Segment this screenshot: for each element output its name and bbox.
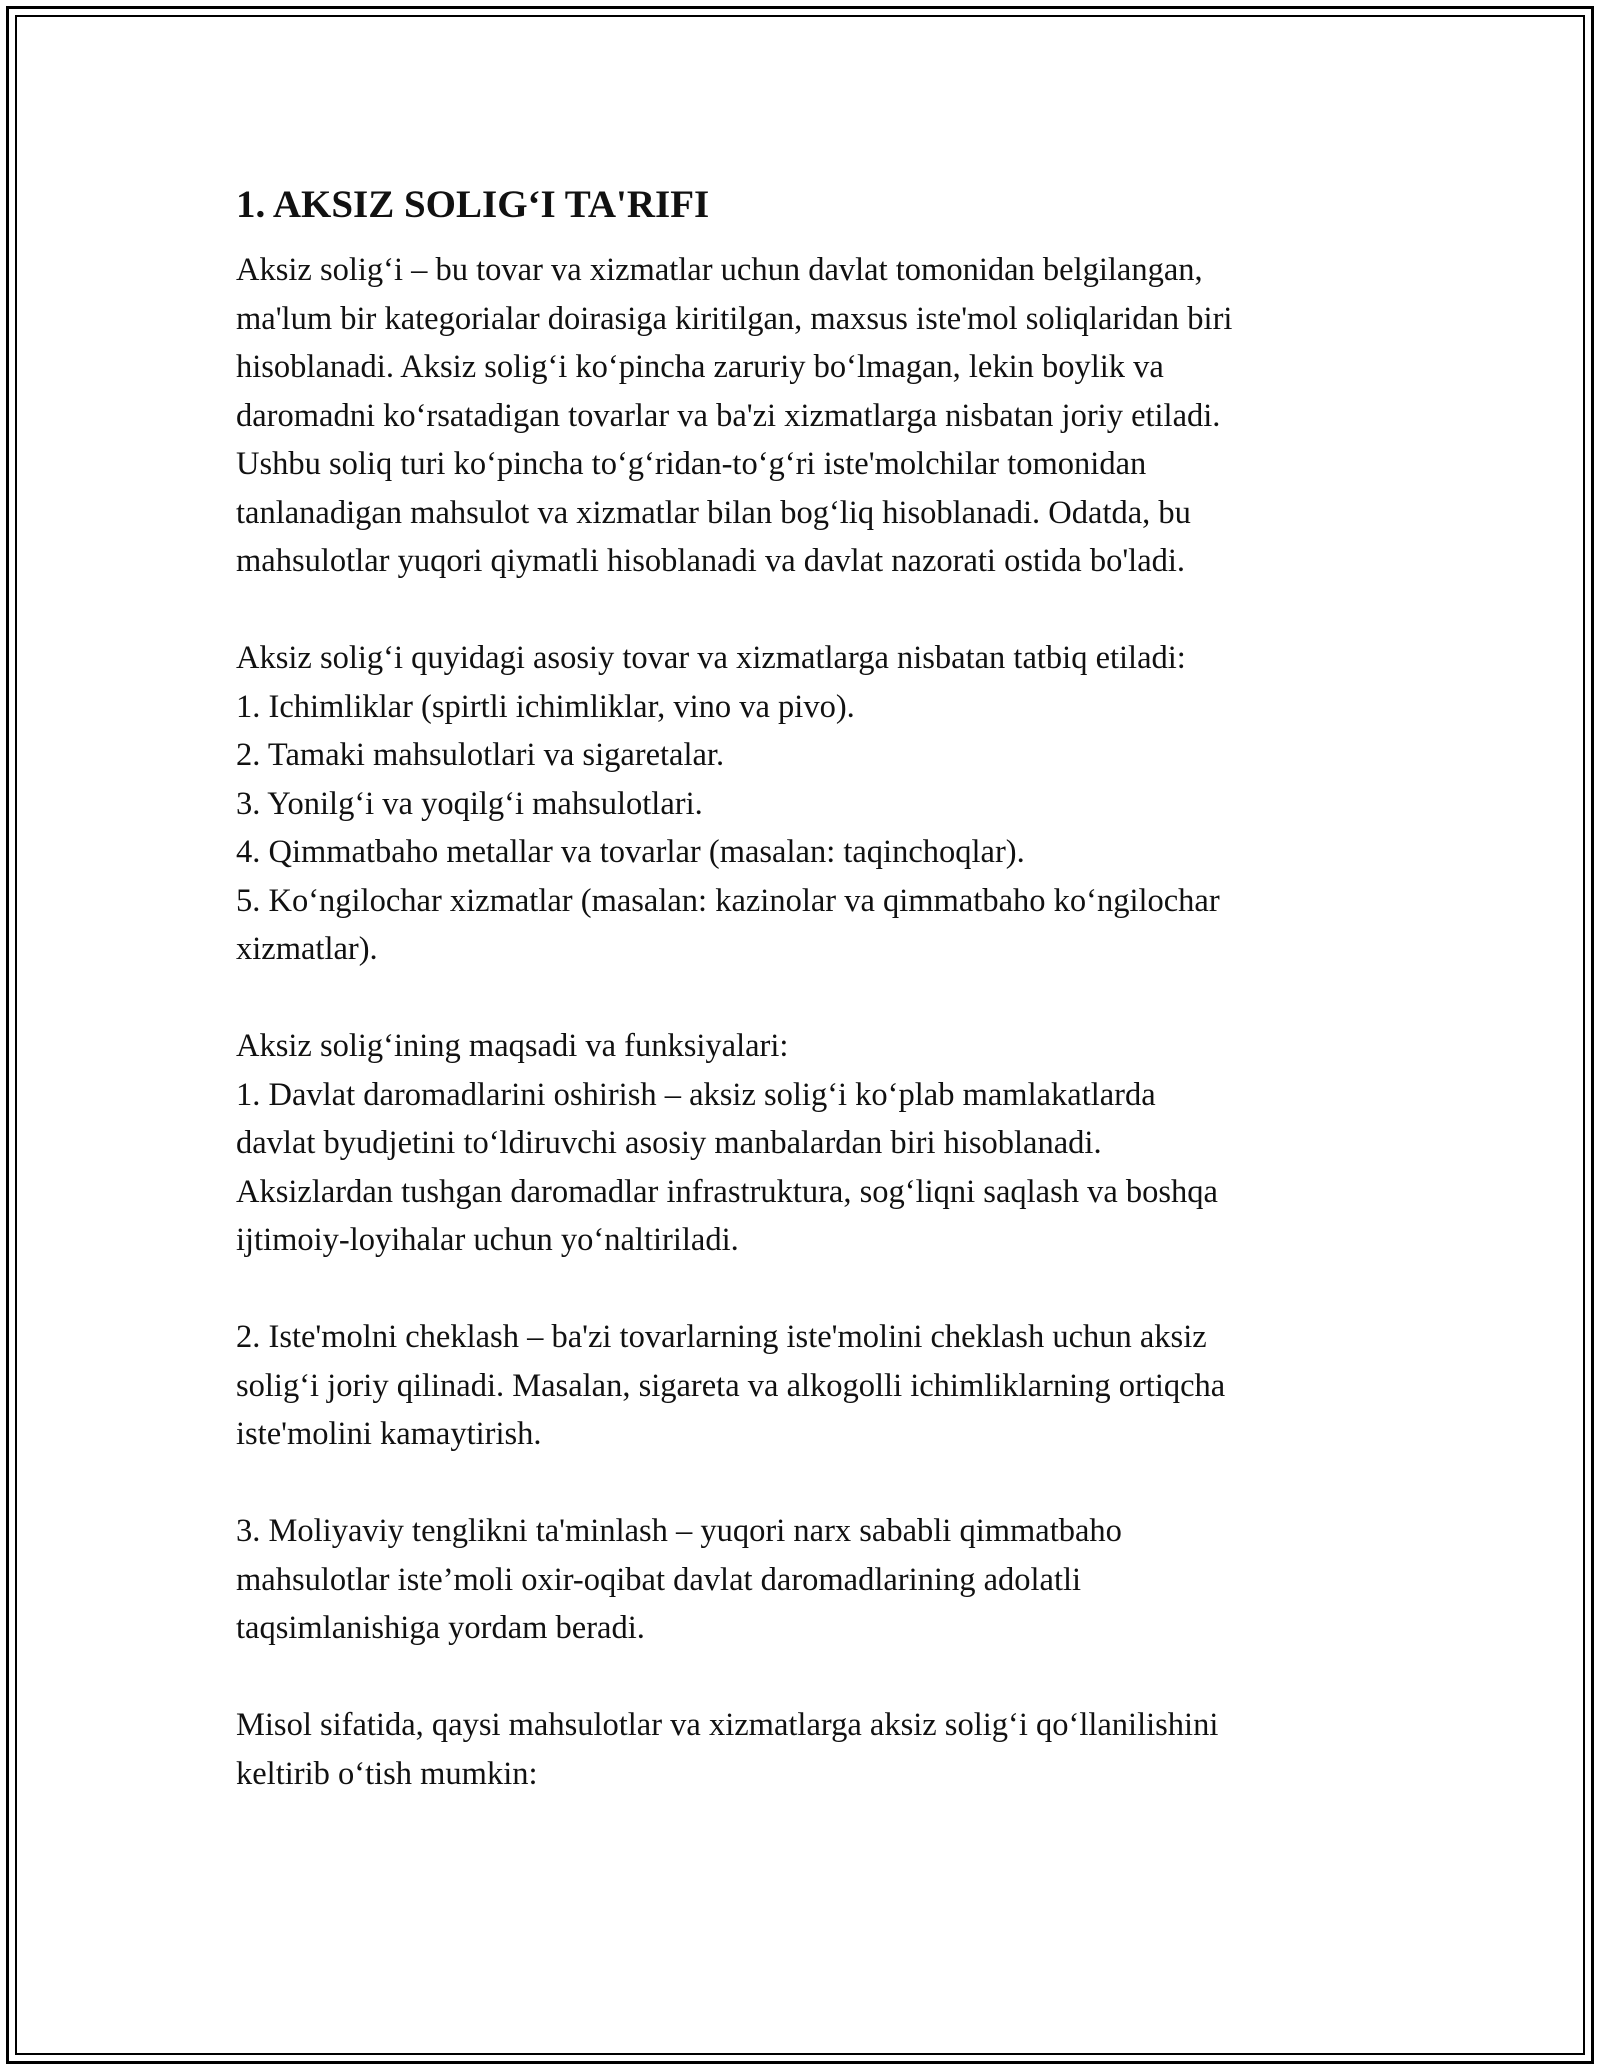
text-line: keltirib o‘tish mumkin: [236, 1755, 538, 1792]
list-item: 2. Tamaki mahsulotlari va sigaretalar. [236, 737, 725, 773]
text-line: Misol sifatida, qaysi mahsulotlar va xizmatlarga aksiz solig‘i qo‘llanilishini [236, 1707, 1219, 1743]
paragraph-purpose-3 [236, 1507, 1366, 1653]
paragraph-goods-list [236, 634, 1366, 974]
text-line: Ushbu soliq turi ko‘pincha to‘g‘ridan-to‘g‘ri iste'molchilar tomonidan [236, 446, 1147, 482]
text-line: davlat byudjetini to‘ldiruvchi asosiy manbalardan biri hisoblanadi. [236, 1125, 1102, 1161]
list-item: 5. Ko‘ngilochar xizmatlar (masalan: kazinolar va qimmatbaho ko‘ngilochar [236, 882, 1220, 919]
paragraph-gap [236, 1265, 1366, 1314]
text-line: solig‘i joriy qilinadi. Masalan, sigareta va alkogolli ichimliklarning ortiqcha [236, 1367, 1226, 1404]
text-line: taqsimlanishiga yordam beradi. [236, 1610, 645, 1646]
paragraph-example [236, 1701, 1366, 1798]
list-item: 4. Qimmatbaho metallar va tovarlar (masalan: taqinchoqlar). [236, 834, 1025, 870]
text-line: 3. Moliyaviy tenglikni ta'minlash – yuqori narx sababli qimmatbaho [236, 1513, 1122, 1549]
text-line: Aksiz solig‘i – bu tovar va xizmatlar uchun davlat tomonidan belgilangan, [236, 252, 1203, 288]
text-line: 2. Iste'molni cheklash – ba'zi tovarlarning iste'molini cheklash uchun aksiz [236, 1319, 1207, 1355]
text-line: hisoblanadi. Aksiz solig‘i ko‘pincha zaruriy bo‘lmagan, lekin boylik va [236, 349, 1164, 385]
text-line: ijtimoiy-loyihalar uchun yo‘naltiriladi. [236, 1222, 739, 1258]
paragraph-definition [236, 246, 1366, 586]
paragraph-gap [236, 586, 1366, 635]
text-line: Aksiz solig‘i quyidagi asosiy tovar va xizmatlarga nisbatan tatbiq etiladi: [236, 640, 1186, 676]
document-body [236, 182, 1366, 1798]
paragraph-purpose-2 [236, 1313, 1366, 1459]
paragraph-gap [236, 1459, 1366, 1508]
text-line: mahsulotlar iste’moli oxir-oqibat davlat daromadlarining adolatli [236, 1561, 1082, 1598]
text-line: Aksizlardan tushgan daromadlar infrastruktura, sog‘liqni saqlash va boshqa [236, 1173, 1218, 1210]
text-line: tanlanadigan mahsulot va xizmatlar bilan bog‘liq hisoblanadi. Odatda, bu [236, 494, 1191, 531]
list-item-continuation: xizmatlar). [236, 931, 378, 967]
text-line: Aksiz solig‘ining maqsadi va funksiyalari: [236, 1028, 789, 1064]
text-line: ma'lum bir kategorialar doirasiga kiritilgan, maxsus iste'mol soliqlaridan biri [236, 300, 1233, 337]
text-line: 1. Davlat daromadlarini oshirish – aksiz solig‘i ko‘plab mamlakatlarda [236, 1076, 1156, 1113]
paragraph-purpose-1 [236, 1022, 1366, 1265]
text-line: daromadni ko‘rsatadigan tovarlar va ba'zi xizmatlarga nisbatan joriy etiladi. [236, 397, 1221, 434]
section-title: 1. AKSIZ SOLIG‘I TA'RIFI [236, 183, 710, 226]
text-line: iste'molini kamaytirish. [236, 1416, 542, 1452]
paragraph-gap [236, 974, 1366, 1023]
list-item: 1. Ichimliklar (spirtli ichimliklar, vino va pivo). [236, 688, 855, 725]
text-line: mahsulotlar yuqori qiymatli hisoblanadi va davlat nazorati ostida bo'ladi. [236, 543, 1186, 579]
paragraph-gap [236, 1653, 1366, 1702]
list-item: 3. Yonilg‘i va yoqilg‘i mahsulotlari. [236, 785, 703, 822]
